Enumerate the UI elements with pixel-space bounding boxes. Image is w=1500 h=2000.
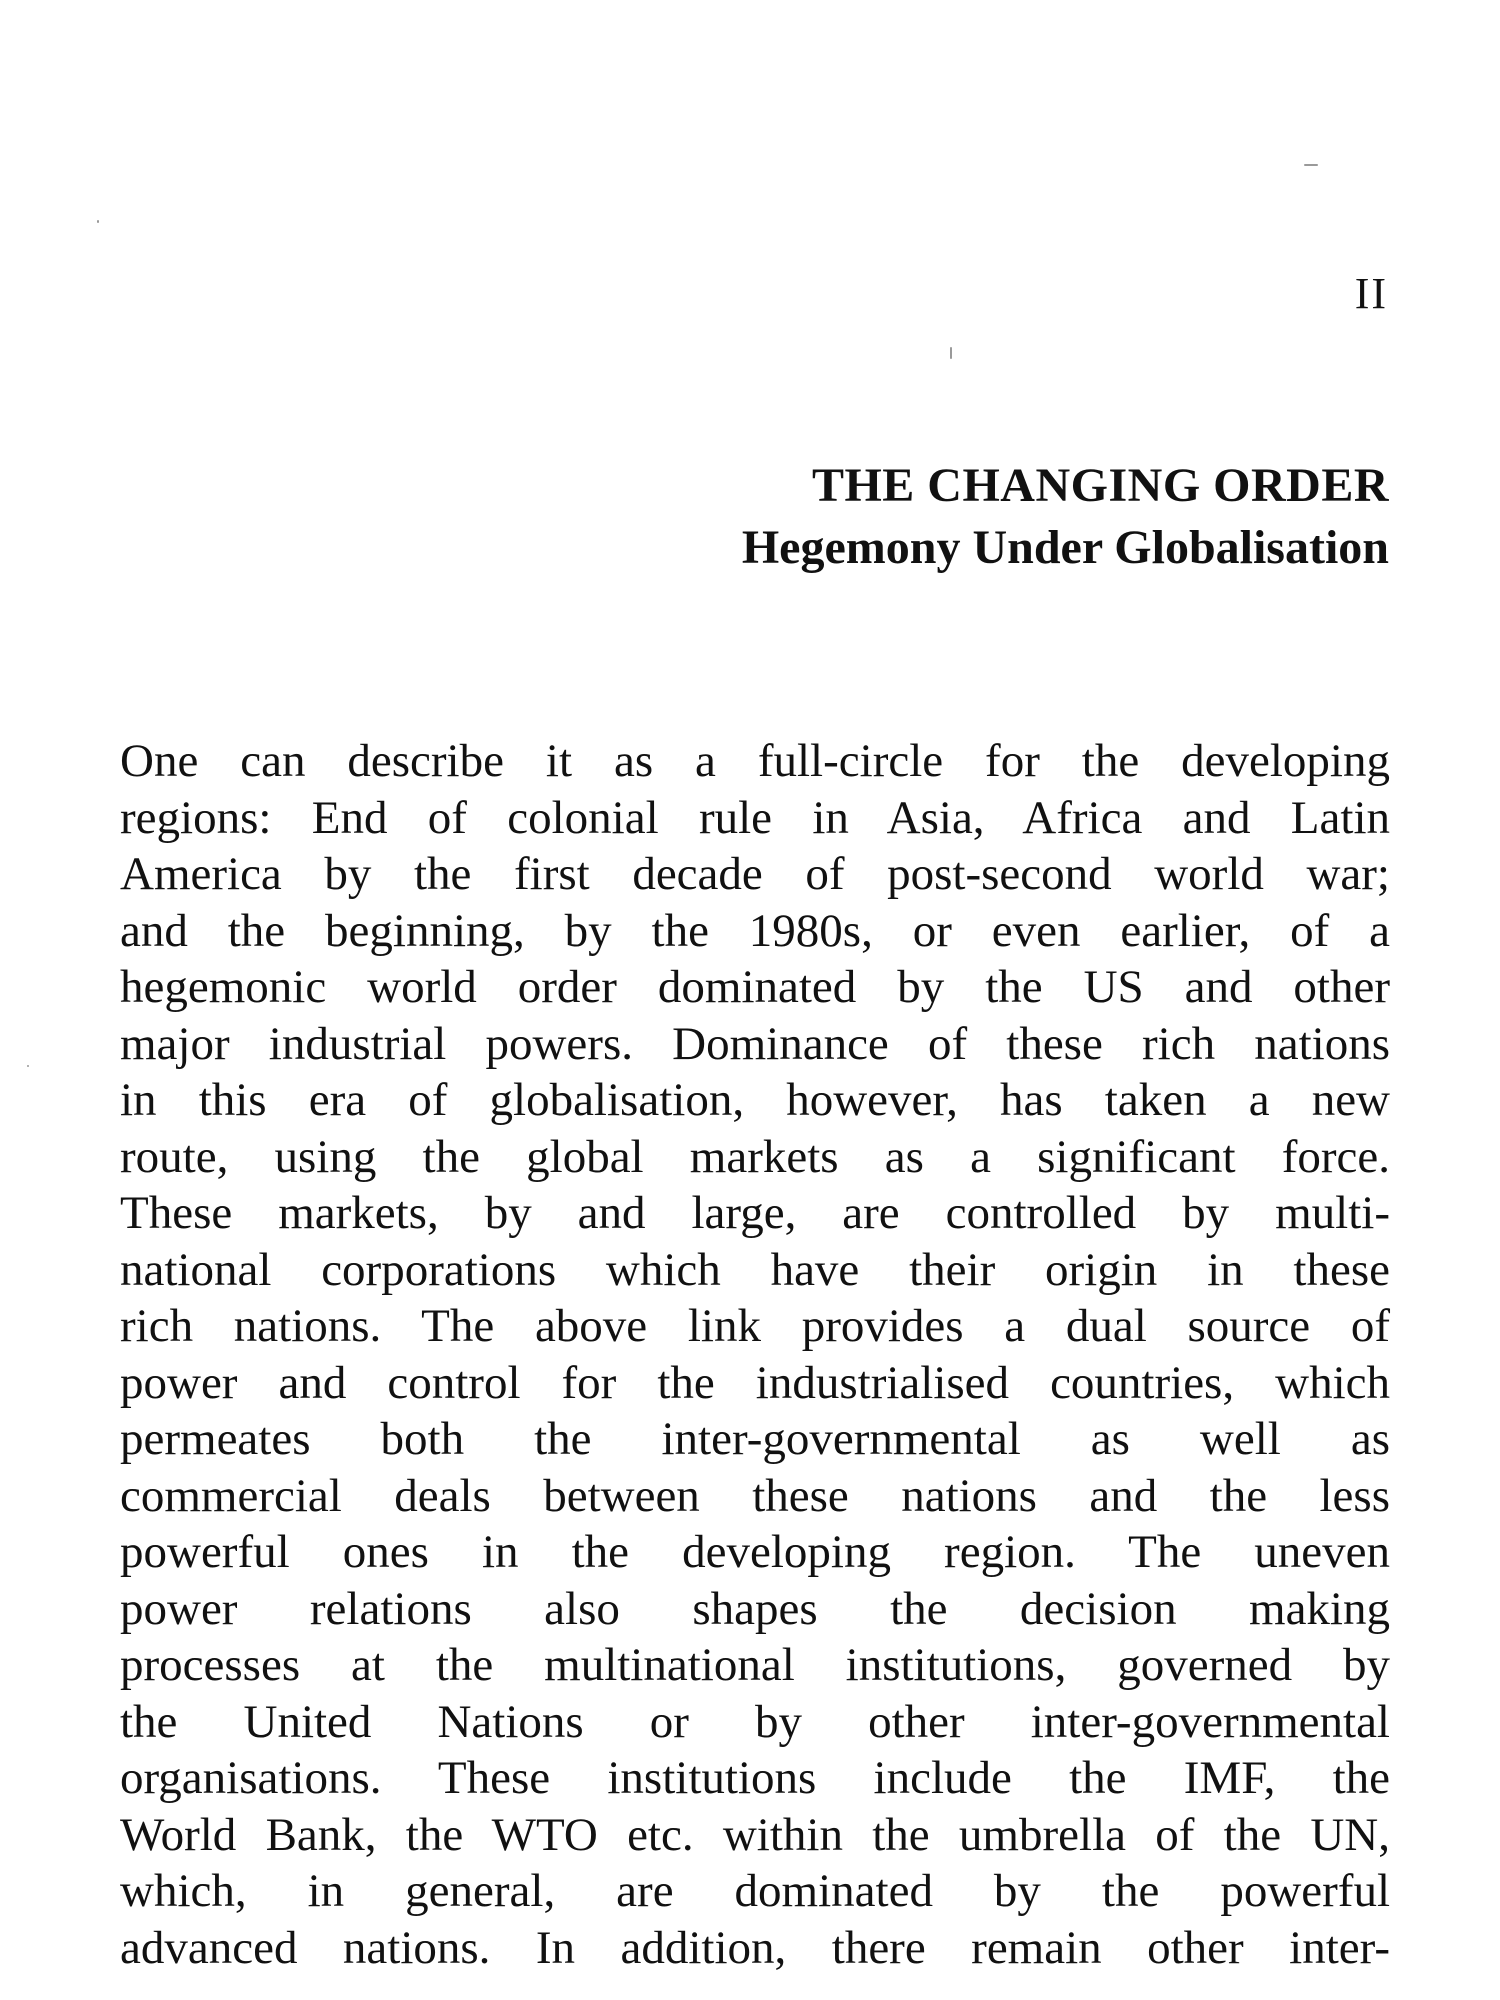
chapter-title: THE CHANGING ORDER: [811, 459, 1389, 512]
scan-speck: [1304, 164, 1318, 166]
body-line: major industrial powers. Dominance of these rich nations: [120, 1017, 1390, 1070]
scan-speck: [950, 347, 952, 359]
body-line: These markets, by and large, are controlled by multi-: [120, 1187, 1390, 1239]
body-line: organisations. These institutions include the IMF, the: [120, 1752, 1390, 1804]
body-line: One can describe it as a full-circle for the developing: [120, 735, 1390, 787]
body-line: processes at the multinational institutions, governed by: [120, 1639, 1390, 1691]
body-line: commercial deals between these nations and the less: [120, 1469, 1390, 1522]
body-line: national corporations which have their origin in these: [120, 1243, 1390, 1296]
chapter-heading: [742, 455, 1389, 579]
scan-speck: [27, 1065, 29, 1067]
body-line: America by the first decade of post-second world war;: [120, 848, 1390, 900]
body-line: in this era of globalisation, however, has taken a new: [120, 1074, 1390, 1126]
body-line: powerful ones in the developing region. The uneven: [120, 1526, 1390, 1578]
body-line: route, using the global markets as a significant force.: [120, 1130, 1390, 1183]
body-paragraph: [120, 733, 1390, 1976]
body-line: regions: End of colonial rule in Asia, Africa and Latin: [120, 791, 1390, 844]
body-line: power and control for the industrialised countries, which: [120, 1356, 1390, 1409]
body-line: rich nations. The above link provides a dual source of: [120, 1300, 1390, 1352]
body-line: which, in general, are dominated by the powerful: [120, 1865, 1390, 1917]
body-line: and the beginning, by the 1980s, or even earlier, of a: [120, 904, 1390, 957]
body-line: power relations also shapes the decision making: [120, 1582, 1390, 1635]
body-line: hegemonic world order dominated by the US and other: [120, 961, 1390, 1013]
body-line: advanced nations. In addition, there remain other inter-: [120, 1921, 1390, 1974]
scan-speck: [97, 220, 99, 223]
body-line: World Bank, the WTO etc. within the umbrella of the UN,: [120, 1808, 1390, 1861]
chapter-subtitle: Hegemony Under Globalisation: [741, 521, 1389, 574]
body-line: permeates both the inter-governmental as well as: [120, 1413, 1390, 1465]
chapter-number: II: [1354, 269, 1388, 318]
body-line: the United Nations or by other inter-governmental: [120, 1695, 1390, 1748]
